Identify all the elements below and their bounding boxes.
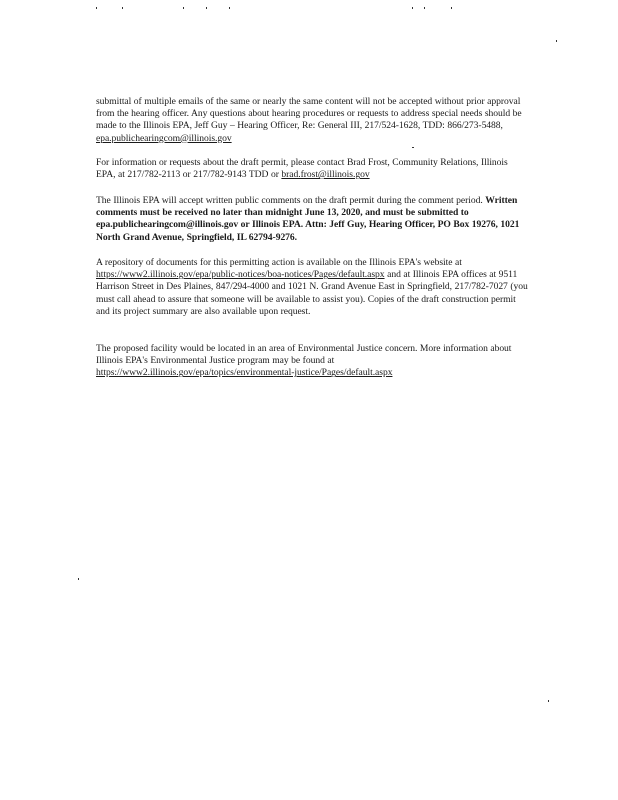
- environmental-justice-link[interactable]: https://www2.illinois.gov/epa/topics/environmental-justice/Pages/default.aspx: [96, 367, 393, 379]
- draft-permit-contact-text: For information or requests about the draft permit, please contact Brad Frost, Community Relations, Illinois EPA, at 217/782-2113 or 217/782-9143 TDD or: [96, 157, 508, 181]
- scan-speck: [556, 40, 557, 42]
- scan-speck: [206, 7, 207, 9]
- repository-website-link[interactable]: https://www2.illinois.gov/epa/public-notices/boa-notices/Pages/default.aspx: [96, 269, 385, 281]
- draft-permit-contact-paragraph: [96, 157, 528, 181]
- scan-speck: [122, 7, 123, 9]
- comments-deadline-bold-text: Written comments must be received no later than midnight June 13, 2020, and must be submitted to epa.publichearingcom@illinois.gov or Illinois EPA. Attn: Jeff Guy, Hearing Officer, PO Box 19276, 1021 North Grand Avenue, Springfield, IL 62794-9276.: [96, 195, 520, 243]
- scan-speck: [424, 7, 425, 9]
- document-repository-paragraph: [96, 257, 528, 318]
- hearing-procedures-paragraph: [96, 96, 528, 145]
- environmental-justice-text: The proposed facility would be located in an area of Environmental Justice concern. More information about Illinois EPA's Environmental Justice program may be found at: [96, 343, 512, 367]
- scan-speck: [229, 7, 230, 9]
- scan-speck: [451, 7, 452, 9]
- hearing-email-link[interactable]: epa.publichearingcom@illinois.gov: [96, 132, 232, 144]
- scan-speck: [412, 147, 414, 148]
- public-comments-paragraph: [96, 195, 528, 244]
- scan-speck: [183, 7, 184, 9]
- repository-intro-text: A repository of documents for this permitting action is available on the Illinois EPA's website at: [96, 257, 462, 268]
- scan-speck: [96, 7, 97, 9]
- environmental-justice-paragraph: [96, 343, 528, 380]
- public-comments-text: The Illinois EPA will accept written public comments on the draft permit during the comment period.: [96, 195, 483, 206]
- repository-offices-text: and at Illinois EPA offices at 9511 Harrison Street in Des Plaines, 847/294-4000 and 1021 N. Grand Avenue East in Springfield, 217/782-7027 (you must call ahead to assure that someone will be available to assist you). Copies of the draft construction permit and its project summary are also available upon request.: [96, 269, 528, 317]
- scan-speck: [78, 578, 79, 580]
- scan-speck: [412, 7, 413, 9]
- contact-email-link[interactable]: brad.frost@illinois.gov: [281, 169, 370, 181]
- scan-speck: [548, 700, 549, 702]
- hearing-procedures-text: submittal of multiple emails of the same or nearly the same content will not be accepted without prior approval from the hearing officer. Any questions about hearing procedures or requests to address special needs should be made to the Illinois EPA, Jeff Guy – Hearing Officer, Re: General III, 217/524-1628, TDD: 866/273-5488,: [96, 96, 522, 132]
